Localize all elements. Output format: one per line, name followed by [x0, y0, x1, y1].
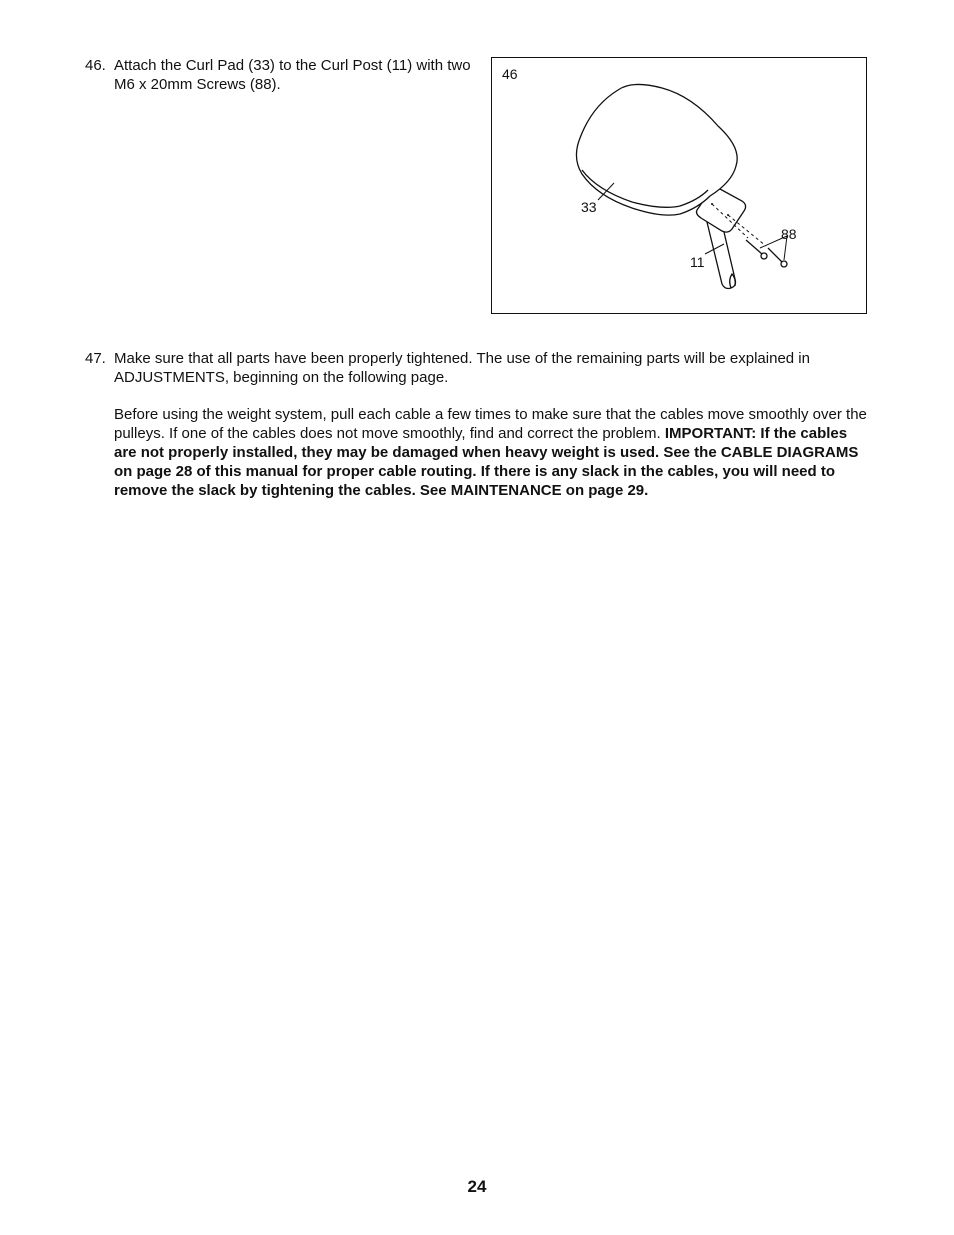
callout-33: 33 — [581, 199, 597, 215]
cable-check-paragraph — [114, 405, 869, 500]
cable-check-text: Before using the weight system, pull each cable a few times to make sure that the cables move smoothly over the pulleys. If one of the cables does not move smoothly, find and correct the problem. — [114, 406, 867, 442]
figure-number: 46 — [502, 66, 518, 82]
assembly-figure-46 — [491, 57, 867, 314]
step-instructions — [114, 56, 474, 94]
callout-11: 11 — [690, 254, 705, 270]
callout-88: 88 — [781, 226, 797, 242]
important-notice: IMPORTANT: If the cables are not properly installed, they may be damaged when heavy weight is used. See the CABLE DIAGRAMS on page 28 of this manual for proper cable routing. If there is any slack in the cables, you will need to remove the slack by tightening the cables. See MAINTENANCE on page 29. — [114, 425, 859, 499]
step-number: 46. — [85, 57, 106, 74]
step-text: Make sure that all parts have been properly tightened. The use of the remaining parts will be explained in ADJUSTMENTS, beginning on the following page. — [114, 350, 810, 386]
step-instructions — [114, 349, 869, 500]
page-number: 24 — [467, 1177, 487, 1196]
screw-part — [746, 240, 787, 267]
step-number: 47. — [85, 350, 106, 367]
step-text: Attach the Curl Pad (33) to the Curl Post (11) with two M6 x 20mm Screws (88). — [114, 57, 471, 93]
curl-pad-assembly-illustration — [492, 58, 868, 315]
